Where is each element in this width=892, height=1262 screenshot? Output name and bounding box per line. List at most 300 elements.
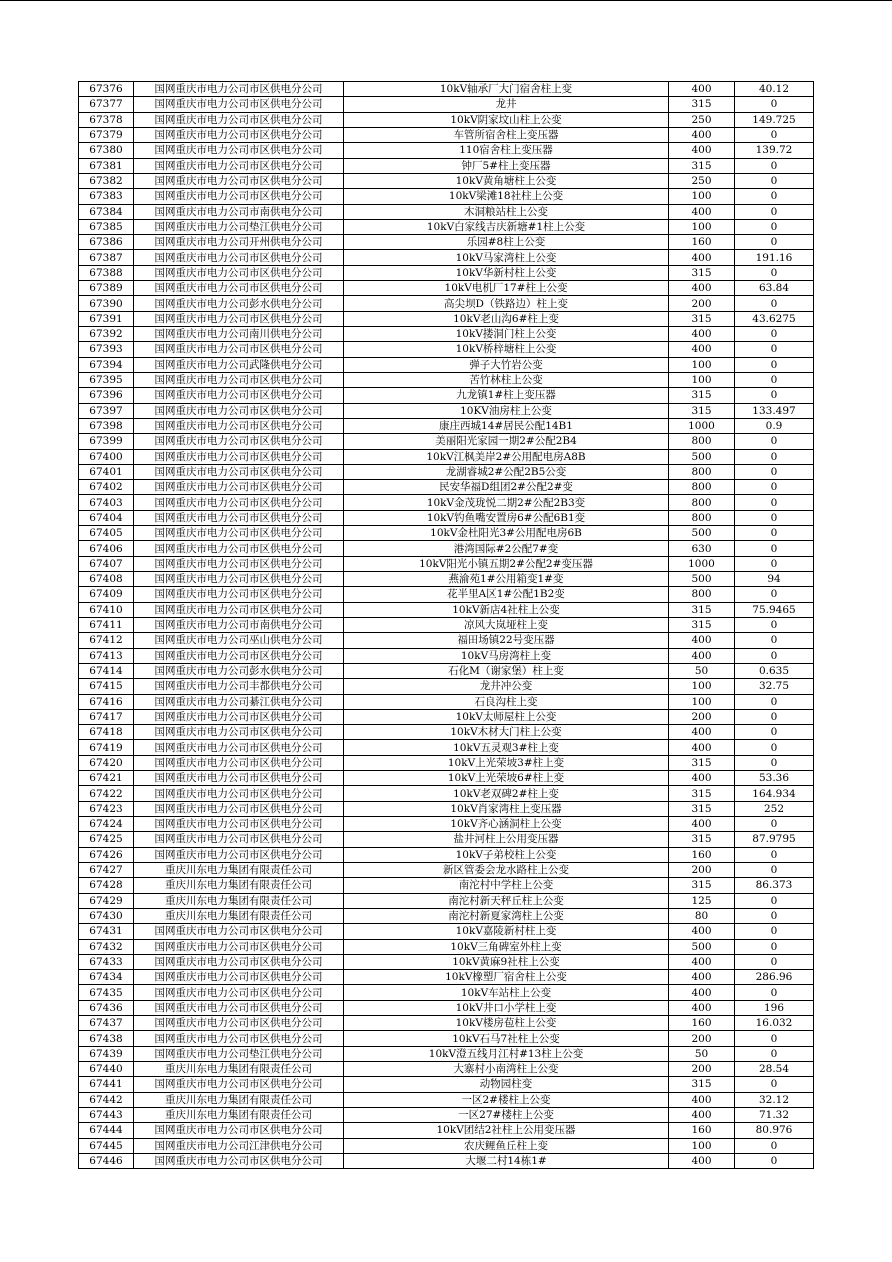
load-cell: 0 (735, 740, 814, 755)
org-cell: 国网重庆市电力公司市区供电分公司 (134, 510, 344, 525)
capacity-cell: 500 (669, 526, 735, 541)
load-cell: 0 (735, 372, 814, 387)
load-cell: 0 (735, 526, 814, 541)
transformer-name-cell: 10kV橡塑厂宿舍柱上公变 (344, 970, 669, 985)
transformer-name-cell: 南沱村新天秤丘柱上公变 (344, 893, 669, 908)
org-cell: 国网重庆市电力公司市区供电分公司 (134, 265, 344, 280)
load-cell: 28.54 (735, 1062, 814, 1077)
capacity-cell: 500 (669, 449, 735, 464)
table-row (79, 1138, 814, 1153)
table-row (79, 1046, 814, 1061)
row-id-cell: 67405 (79, 526, 134, 541)
row-id-cell: 67376 (79, 82, 134, 97)
row-id-cell: 67403 (79, 495, 134, 510)
table-row (79, 480, 814, 495)
row-id-cell: 67443 (79, 1107, 134, 1122)
org-cell: 国网重庆市电力公司市区供电分公司 (134, 1000, 344, 1015)
row-id-cell: 67436 (79, 1000, 134, 1015)
table-row (79, 832, 814, 847)
table-row (79, 342, 814, 357)
row-id-cell: 67390 (79, 296, 134, 311)
capacity-cell: 800 (669, 495, 735, 510)
org-cell: 国网重庆市电力公司垫江供电分公司 (134, 1046, 344, 1061)
org-cell: 国网重庆市电力公司垫江供电分公司 (134, 219, 344, 234)
table-row (79, 1062, 814, 1077)
capacity-cell: 400 (669, 281, 735, 296)
load-cell: 133.497 (735, 403, 814, 418)
capacity-cell: 400 (669, 1153, 735, 1168)
load-cell: 0 (735, 189, 814, 204)
row-id-cell: 67428 (79, 878, 134, 893)
org-cell: 国网重庆市电力公司市南供电分公司 (134, 204, 344, 219)
transformer-name-cell: 10kV桥梓塘柱上公变 (344, 342, 669, 357)
row-id-cell: 67387 (79, 250, 134, 265)
table-row (79, 587, 814, 602)
load-cell: 0.9 (735, 418, 814, 433)
load-cell: 0 (735, 97, 814, 112)
capacity-cell: 80 (669, 908, 735, 923)
table-row (79, 617, 814, 632)
transformer-name-cell: 10kV江枫美岸2#公用配电房A8B (344, 449, 669, 464)
capacity-cell: 100 (669, 357, 735, 372)
row-id-cell: 67393 (79, 342, 134, 357)
table-row (79, 510, 814, 525)
transformer-name-cell: 福田场镇22号变压器 (344, 633, 669, 648)
table-row (79, 709, 814, 724)
load-cell: 43.6275 (735, 311, 814, 326)
table-row (79, 801, 814, 816)
capacity-cell: 315 (669, 403, 735, 418)
load-cell: 0 (735, 510, 814, 525)
org-cell: 国网重庆市电力公司彭水供电分公司 (134, 296, 344, 311)
transformer-name-cell: 木洞粮站柱上公变 (344, 204, 669, 219)
row-id-cell: 67432 (79, 939, 134, 954)
load-cell: 196 (735, 1000, 814, 1015)
table-row (79, 572, 814, 587)
org-cell: 国网重庆市电力公司市区供电分公司 (134, 97, 344, 112)
transformer-name-cell: 乐园#8柱上公变 (344, 235, 669, 250)
org-cell: 国网重庆市电力公司市区供电分公司 (134, 495, 344, 510)
transformer-name-cell: 石化M（谢家堡）柱上变 (344, 663, 669, 678)
load-cell: 0 (735, 495, 814, 510)
org-cell: 国网重庆市电力公司市区供电分公司 (134, 985, 344, 1000)
table-row (79, 663, 814, 678)
load-cell: 139.72 (735, 143, 814, 158)
org-cell: 国网重庆市电力公司市区供电分公司 (134, 541, 344, 556)
org-cell: 国网重庆市电力公司市区供电分公司 (134, 1077, 344, 1092)
capacity-cell: 400 (669, 985, 735, 1000)
load-cell: 0 (735, 985, 814, 1000)
table-row (79, 862, 814, 877)
table-row (79, 817, 814, 832)
capacity-cell: 160 (669, 847, 735, 862)
load-cell: 0 (735, 633, 814, 648)
table-row (79, 296, 814, 311)
transformer-name-cell: 10kV上光荣坡6#柱上变 (344, 771, 669, 786)
transformer-name-cell: 10kV梁滩18社柱上公变 (344, 189, 669, 204)
org-cell: 国网重庆市电力公司市区供电分公司 (134, 725, 344, 740)
transformer-name-cell: 10kV太师屋柱上公变 (344, 709, 669, 724)
table-row (79, 970, 814, 985)
capacity-cell: 200 (669, 862, 735, 877)
load-cell: 0 (735, 464, 814, 479)
org-cell: 国网重庆市电力公司市区供电分公司 (134, 342, 344, 357)
capacity-cell: 400 (669, 1092, 735, 1107)
capacity-cell: 315 (669, 311, 735, 326)
load-cell: 0 (735, 434, 814, 449)
table-row (79, 495, 814, 510)
row-id-cell: 67384 (79, 204, 134, 219)
load-cell: 94 (735, 572, 814, 587)
org-cell: 国网重庆市电力公司市区供电分公司 (134, 388, 344, 403)
org-cell: 国网重庆市电力公司綦江供电分公司 (134, 694, 344, 709)
row-id-cell: 67416 (79, 694, 134, 709)
org-cell: 国网重庆市电力公司市区供电分公司 (134, 449, 344, 464)
org-cell: 国网重庆市电力公司市区供电分公司 (134, 480, 344, 495)
capacity-cell: 400 (669, 342, 735, 357)
table-row (79, 311, 814, 326)
transformer-name-cell: 10kV马房湾柱上变 (344, 648, 669, 663)
row-id-cell: 67418 (79, 725, 134, 740)
table-row (79, 541, 814, 556)
load-cell: 0 (735, 725, 814, 740)
load-cell: 53.36 (735, 771, 814, 786)
row-id-cell: 67438 (79, 1031, 134, 1046)
org-cell: 国网重庆市电力公司市区供电分公司 (134, 740, 344, 755)
org-cell: 重庆川东电力集团有限责任公司 (134, 878, 344, 893)
org-cell: 重庆川东电力集团有限责任公司 (134, 862, 344, 877)
row-id-cell: 67430 (79, 908, 134, 923)
transformer-name-cell: 10kV上光荣坡3#柱上变 (344, 755, 669, 770)
capacity-cell: 400 (669, 970, 735, 985)
load-cell: 0 (735, 327, 814, 342)
row-id-cell: 67413 (79, 648, 134, 663)
table-row (79, 204, 814, 219)
transformer-name-cell: 10kV阴家坟山柱上公变 (344, 112, 669, 127)
transformer-name-cell: 10kV木材大门柱上公变 (344, 725, 669, 740)
capacity-cell: 100 (669, 219, 735, 234)
org-cell: 国网重庆市电力公司市区供电分公司 (134, 832, 344, 847)
capacity-cell: 400 (669, 127, 735, 142)
table-row (79, 602, 814, 617)
transformer-name-cell: 10kV嘉陵新村柱上变 (344, 924, 669, 939)
row-id-cell: 67389 (79, 281, 134, 296)
table-row (79, 357, 814, 372)
load-cell: 0 (735, 893, 814, 908)
row-id-cell: 67397 (79, 403, 134, 418)
table-body (79, 82, 814, 1169)
load-cell: 0 (735, 235, 814, 250)
row-id-cell: 67440 (79, 1062, 134, 1077)
transformer-name-cell: 10kV三角碑室外柱上变 (344, 939, 669, 954)
table-row (79, 235, 814, 250)
transformer-name-cell: 10kV车站柱上公变 (344, 985, 669, 1000)
table-row (79, 434, 814, 449)
capacity-cell: 200 (669, 296, 735, 311)
capacity-cell: 315 (669, 801, 735, 816)
capacity-cell: 315 (669, 388, 735, 403)
load-cell: 0 (735, 617, 814, 632)
table-row (79, 556, 814, 571)
page-top-rule (0, 0, 892, 1)
table-row (79, 878, 814, 893)
row-id-cell: 67380 (79, 143, 134, 158)
row-id-cell: 67411 (79, 617, 134, 632)
row-id-cell: 67434 (79, 970, 134, 985)
transformer-name-cell: 10kV齐心涵洞柱上公变 (344, 817, 669, 832)
transformer-name-cell: 110宿舍柱上变压器 (344, 143, 669, 158)
capacity-cell: 400 (669, 204, 735, 219)
transformer-name-cell: 10kV搂洞门柱上公变 (344, 327, 669, 342)
load-cell: 0 (735, 204, 814, 219)
table-row (79, 372, 814, 387)
table-row (79, 985, 814, 1000)
capacity-cell: 100 (669, 694, 735, 709)
org-cell: 国网重庆市电力公司巫山供电分公司 (134, 633, 344, 648)
transformer-name-cell: 10kV华新村柱上公变 (344, 265, 669, 280)
transformer-name-cell: 10kV马家湾柱上公变 (344, 250, 669, 265)
table-row (79, 173, 814, 188)
table-row (79, 1107, 814, 1122)
capacity-cell: 315 (669, 97, 735, 112)
table-row (79, 127, 814, 142)
org-cell: 国网重庆市电力公司市区供电分公司 (134, 418, 344, 433)
capacity-cell: 800 (669, 510, 735, 525)
capacity-cell: 400 (669, 725, 735, 740)
table-row (79, 1092, 814, 1107)
org-cell: 国网重庆市电力公司市区供电分公司 (134, 1031, 344, 1046)
table-row (79, 97, 814, 112)
org-cell: 国网重庆市电力公司市区供电分公司 (134, 1123, 344, 1138)
load-cell: 0 (735, 541, 814, 556)
capacity-cell: 50 (669, 663, 735, 678)
row-id-cell: 67378 (79, 112, 134, 127)
org-cell: 国网重庆市电力公司市区供电分公司 (134, 771, 344, 786)
capacity-cell: 315 (669, 755, 735, 770)
org-cell: 国网重庆市电力公司武隆供电分公司 (134, 357, 344, 372)
capacity-cell: 400 (669, 817, 735, 832)
transformer-name-cell: 苦竹林柱上公变 (344, 372, 669, 387)
load-cell: 0 (735, 755, 814, 770)
transformer-name-cell: 民安华福D组团2#公配2#变 (344, 480, 669, 495)
table-row (79, 847, 814, 862)
table-row (79, 755, 814, 770)
org-cell: 国网重庆市电力公司市区供电分公司 (134, 372, 344, 387)
load-cell: 149.725 (735, 112, 814, 127)
transformer-name-cell: 10kV金茂珑悦二期2#公配2B3变 (344, 495, 669, 510)
capacity-cell: 315 (669, 786, 735, 801)
capacity-cell: 400 (669, 327, 735, 342)
transformer-name-cell: 高尖坝D（铁路边）柱上变 (344, 296, 669, 311)
capacity-cell: 50 (669, 1046, 735, 1061)
table-row (79, 449, 814, 464)
table-row (79, 740, 814, 755)
org-cell: 国网重庆市电力公司市区供电分公司 (134, 970, 344, 985)
row-id-cell: 67408 (79, 572, 134, 587)
transformer-name-cell: 10kV阳光小镇五期2#公配2#变压器 (344, 556, 669, 571)
table-row (79, 679, 814, 694)
transformer-name-cell: 盐井河柱上公用变压器 (344, 832, 669, 847)
capacity-cell: 200 (669, 709, 735, 724)
load-cell: 87.9795 (735, 832, 814, 847)
row-id-cell: 67379 (79, 127, 134, 142)
load-cell: 0 (735, 219, 814, 234)
org-cell: 国网重庆市电力公司市区供电分公司 (134, 801, 344, 816)
table-row (79, 219, 814, 234)
table-row (79, 143, 814, 158)
load-cell: 164.934 (735, 786, 814, 801)
org-cell: 国网重庆市电力公司市区供电分公司 (134, 526, 344, 541)
org-cell: 国网重庆市电力公司市区供电分公司 (134, 954, 344, 969)
transformer-name-cell: 车管所宿舍柱上变压器 (344, 127, 669, 142)
transformer-name-cell: 10kV井口小学柱上变 (344, 1000, 669, 1015)
row-id-cell: 67446 (79, 1153, 134, 1168)
row-id-cell: 67424 (79, 817, 134, 832)
transformer-name-cell: 新区管委会龙水路柱上公变 (344, 862, 669, 877)
org-cell: 国网重庆市电力公司市区供电分公司 (134, 1153, 344, 1168)
org-cell: 国网重庆市电力公司市区供电分公司 (134, 189, 344, 204)
org-cell: 重庆川东电力集团有限责任公司 (134, 893, 344, 908)
table-row (79, 281, 814, 296)
load-cell: 0 (735, 1031, 814, 1046)
load-cell: 0 (735, 296, 814, 311)
transformer-name-cell: 10kV轴承厂大门宿舍柱上变 (344, 82, 669, 97)
table-row (79, 526, 814, 541)
transformer-name-cell: 龙井冲公变 (344, 679, 669, 694)
transformer-name-cell: 10kV新店4社柱上公变 (344, 602, 669, 617)
load-cell: 0 (735, 709, 814, 724)
capacity-cell: 500 (669, 939, 735, 954)
transformer-name-cell: 九龙镇1#柱上变压器 (344, 388, 669, 403)
org-cell: 国网重庆市电力公司市区供电分公司 (134, 572, 344, 587)
table-row (79, 1077, 814, 1092)
capacity-cell: 400 (669, 250, 735, 265)
transformer-name-cell: 10kV金杜阳光3#公用配电房6B (344, 526, 669, 541)
org-cell: 重庆川东电力集团有限责任公司 (134, 1062, 344, 1077)
row-id-cell: 67441 (79, 1077, 134, 1092)
table-row (79, 250, 814, 265)
row-id-cell: 67426 (79, 847, 134, 862)
row-id-cell: 67401 (79, 464, 134, 479)
capacity-cell: 125 (669, 893, 735, 908)
org-cell: 国网重庆市电力公司市区供电分公司 (134, 602, 344, 617)
transformer-name-cell: 港湾国际#2公配7#变 (344, 541, 669, 556)
transformer-name-cell: 10kV电机厂17#柱上公变 (344, 281, 669, 296)
capacity-cell: 1000 (669, 556, 735, 571)
org-cell: 国网重庆市电力公司市区供电分公司 (134, 464, 344, 479)
row-id-cell: 67382 (79, 173, 134, 188)
load-cell: 63.84 (735, 281, 814, 296)
transformer-name-cell: 康庄西城14#居民公配14B1 (344, 418, 669, 433)
load-cell: 40.12 (735, 82, 814, 97)
row-id-cell: 67444 (79, 1123, 134, 1138)
row-id-cell: 67402 (79, 480, 134, 495)
transformer-name-cell: 龙井 (344, 97, 669, 112)
load-cell: 32.75 (735, 679, 814, 694)
table-row (79, 1031, 814, 1046)
capacity-cell: 315 (669, 158, 735, 173)
load-cell: 86.373 (735, 878, 814, 893)
transformer-name-cell: 钟厂5#柱上变压器 (344, 158, 669, 173)
table-row (79, 1123, 814, 1138)
load-cell: 0 (735, 357, 814, 372)
row-id-cell: 67400 (79, 449, 134, 464)
row-id-cell: 67442 (79, 1092, 134, 1107)
transformer-table (78, 81, 814, 1169)
row-id-cell: 67392 (79, 327, 134, 342)
table-row (79, 189, 814, 204)
capacity-cell: 250 (669, 173, 735, 188)
row-id-cell: 67412 (79, 633, 134, 648)
org-cell: 国网重庆市电力公司市区供电分公司 (134, 587, 344, 602)
capacity-cell: 315 (669, 602, 735, 617)
transformer-name-cell: 10kV白家线吉庆新塘#1柱上公变 (344, 219, 669, 234)
row-id-cell: 67406 (79, 541, 134, 556)
org-cell: 国网重庆市电力公司市区供电分公司 (134, 939, 344, 954)
capacity-cell: 315 (669, 617, 735, 632)
table-row (79, 954, 814, 969)
table-row (79, 924, 814, 939)
row-id-cell: 67399 (79, 434, 134, 449)
capacity-cell: 100 (669, 372, 735, 387)
row-id-cell: 67385 (79, 219, 134, 234)
capacity-cell: 400 (669, 771, 735, 786)
capacity-cell: 400 (669, 82, 735, 97)
transformer-name-cell: 10kV楼房苞柱上公变 (344, 1016, 669, 1031)
load-cell: 0 (735, 924, 814, 939)
load-cell: 0 (735, 817, 814, 832)
table-row (79, 648, 814, 663)
table-row (79, 771, 814, 786)
org-cell: 国网重庆市电力公司市区供电分公司 (134, 250, 344, 265)
capacity-cell: 250 (669, 112, 735, 127)
table-row (79, 82, 814, 97)
row-id-cell: 67394 (79, 357, 134, 372)
org-cell: 国网重庆市电力公司市区供电分公司 (134, 817, 344, 832)
capacity-cell: 400 (669, 143, 735, 158)
row-id-cell: 67398 (79, 418, 134, 433)
org-cell: 国网重庆市电力公司市区供电分公司 (134, 709, 344, 724)
capacity-cell: 160 (669, 1016, 735, 1031)
row-id-cell: 67386 (79, 235, 134, 250)
row-id-cell: 67377 (79, 97, 134, 112)
row-id-cell: 67433 (79, 954, 134, 969)
org-cell: 国网重庆市电力公司市区供电分公司 (134, 403, 344, 418)
transformer-name-cell: 10kV钓鱼嘴安置房6#公配6B1变 (344, 510, 669, 525)
load-cell: 0 (735, 342, 814, 357)
load-cell: 0 (735, 908, 814, 923)
org-cell: 重庆川东电力集团有限责任公司 (134, 1092, 344, 1107)
transformer-name-cell: 凉风大岚垭柱上变 (344, 617, 669, 632)
org-cell: 国网重庆市电力公司市区供电分公司 (134, 786, 344, 801)
row-id-cell: 67420 (79, 755, 134, 770)
table-row (79, 694, 814, 709)
load-cell: 0 (735, 127, 814, 142)
capacity-cell: 100 (669, 679, 735, 694)
table-row (79, 388, 814, 403)
row-id-cell: 67425 (79, 832, 134, 847)
table-row (79, 112, 814, 127)
capacity-cell: 160 (669, 1123, 735, 1138)
transformer-name-cell: 美丽阳光家园一期2#公配2B4 (344, 434, 669, 449)
row-id-cell: 67410 (79, 602, 134, 617)
row-id-cell: 67437 (79, 1016, 134, 1031)
table-row (79, 939, 814, 954)
load-cell: 0 (735, 939, 814, 954)
transformer-name-cell: 10KV油房柱上公变 (344, 403, 669, 418)
capacity-cell: 800 (669, 480, 735, 495)
org-cell: 国网重庆市电力公司开州供电分公司 (134, 235, 344, 250)
